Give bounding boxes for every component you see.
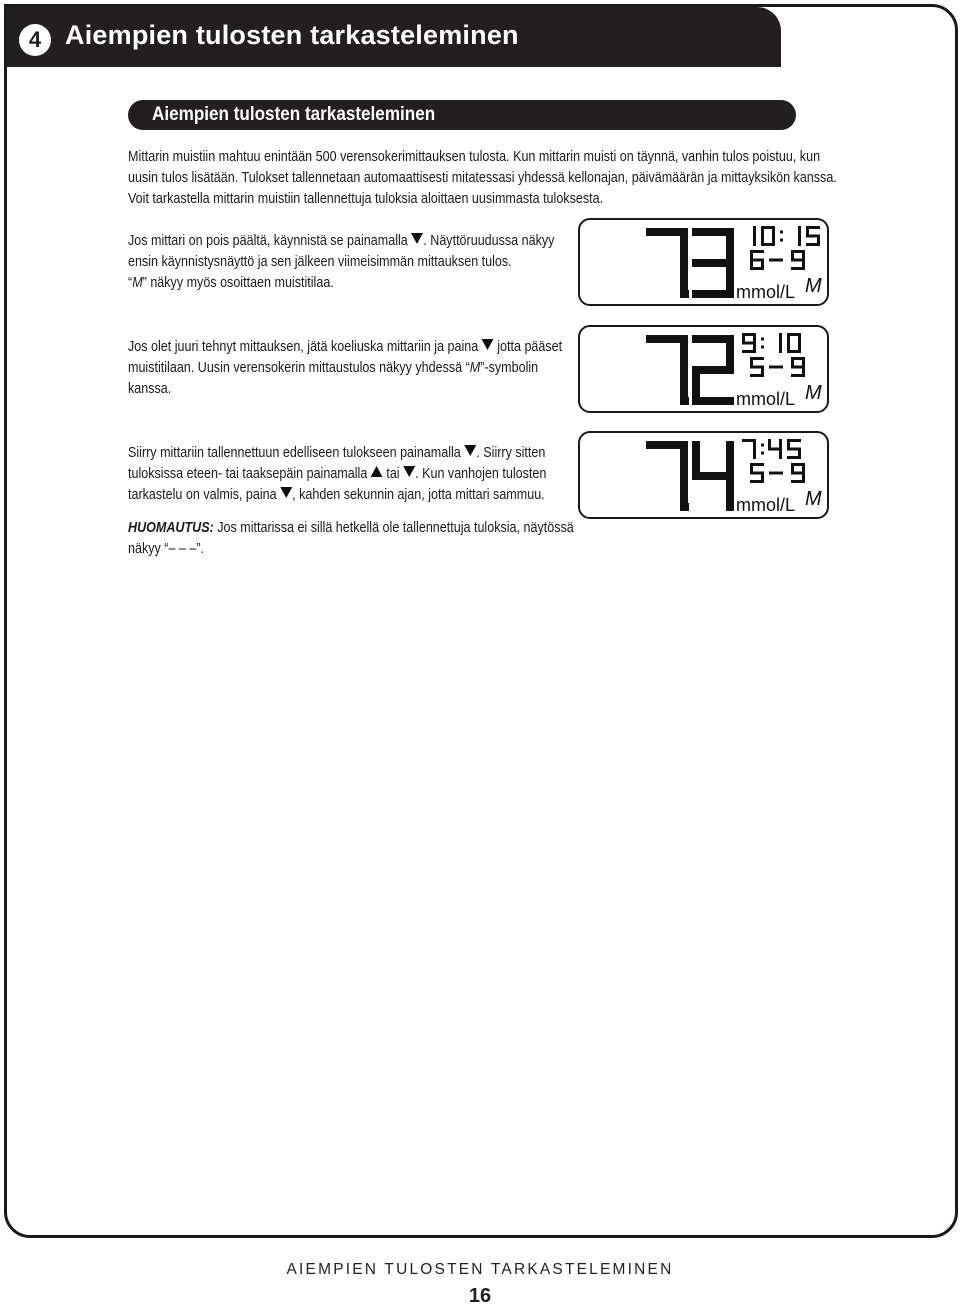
- step1-line: Jos mittari on pois päältä, käynnistä se painamalla . Näyttöruudussa näkyy: [128, 233, 555, 249]
- memory-symbol: M: [805, 488, 822, 510]
- date-digit: [750, 357, 764, 377]
- step3-line: tuloksissa eteen- tai taaksepäin painamalla tai . Kun vanhojen tulosten: [128, 466, 547, 482]
- reading-digit: [692, 228, 734, 298]
- chapter-number: 4: [19, 24, 51, 56]
- step2-paragraph: [128, 337, 562, 400]
- step2-line: muistitilaan. Uusin verensokerin mittaustulos näkyy yhdessä “M”-symbolin: [128, 360, 539, 376]
- date-digit: [791, 463, 805, 483]
- step2-line: Jos olet juuri tehnyt mittauksen, jätä koeliuska mittariin ja paina jotta pääset: [128, 339, 563, 355]
- time-digit: [768, 439, 782, 459]
- reading-decimal-point: [681, 503, 689, 511]
- intro-paragraph: [128, 147, 837, 210]
- down-triangle-icon: [280, 487, 292, 498]
- section-heading: [128, 100, 796, 130]
- down-triangle-icon: [411, 233, 423, 244]
- time-colon: [761, 444, 764, 455]
- date-digit: [791, 357, 805, 377]
- reading-digit: [646, 228, 688, 298]
- note-line: HUOMAUTUS: Jos mittarissa ei sillä hetkellä ole tallennettuja tuloksia, näytössä: [128, 520, 574, 536]
- date-digit: [750, 250, 764, 270]
- footer-title: AIEMPIEN TULOSTEN TARKASTELEMINEN: [286, 1261, 674, 1278]
- intro-line: uusin tulos lisätään. Tulokset tallennetaan automaattisesti mitatessasi yhdessä kellonajan, päivämäärän ja mittayksikön kanssa.: [128, 170, 837, 186]
- time-digit: [798, 226, 801, 246]
- reading-digit: [692, 441, 734, 511]
- step3-line: tarkastelu on valmis, paina , kahden sekunnin ajan, jotta mittari sammuu.: [128, 487, 545, 503]
- up-triangle-icon: [371, 466, 383, 477]
- lcd-screen: [580, 220, 826, 303]
- reading-digit: [692, 335, 734, 405]
- meter-display-1: [578, 218, 829, 306]
- time-digit: [806, 226, 820, 246]
- step1-paragraph: [128, 231, 554, 294]
- meter-display-3: [578, 431, 829, 519]
- time-digit: [753, 226, 756, 246]
- time-digit: [779, 333, 782, 353]
- memory-symbol: M: [805, 382, 822, 404]
- down-triangle-icon: [482, 339, 494, 350]
- step1-line: “M” näkyy myös osoittaen muistitilaa.: [128, 275, 334, 291]
- step3-paragraph: [128, 443, 546, 506]
- unit-label: mmol/L: [736, 282, 796, 302]
- time-colon: [761, 338, 764, 349]
- down-triangle-icon: [403, 466, 415, 477]
- step3-line: Siirry mittariin tallennettuun edelliseen tulokseen painamalla . Siirry sitten: [128, 445, 546, 461]
- page-number: 16: [468, 1285, 492, 1307]
- intro-line: Voit tarkastella mittarin muistiin tallennettuja tuloksia aloittaen uusimmasta tuloksesta.: [128, 191, 604, 207]
- time-digit: [787, 439, 801, 459]
- reading-decimal-point: [681, 290, 689, 298]
- reading-digit: [646, 335, 688, 405]
- time-digit: [742, 333, 756, 353]
- intro-line: Mittarin muistiin mahtuu enintään 500 verensokerimittauksen tulosta. Kun mittarin muisti on täynnä, vanhin tulos poistuu, kun: [128, 149, 821, 165]
- chapter-title: Aiempien tulosten tarkasteleminen: [65, 20, 519, 50]
- note-line: näkyy “– – –”.: [128, 541, 205, 557]
- note-label: HUOMAUTUS:: [128, 520, 214, 536]
- unit-label: mmol/L: [736, 495, 796, 515]
- meter-display-2: [578, 325, 829, 413]
- lcd-screen: [580, 327, 826, 410]
- date-digit: [791, 250, 805, 270]
- time-digit: [742, 439, 756, 459]
- chapter-header: [7, 7, 781, 67]
- lcd-screen: [580, 433, 826, 516]
- time-digit: [761, 226, 775, 246]
- date-digit: [750, 463, 764, 483]
- date-digit: [769, 472, 783, 475]
- reading-digit: [646, 441, 688, 511]
- step1-line: ensin käynnistysnäyttö ja sen jälkeen viimeisimmän mittauksen tulos.: [128, 254, 512, 270]
- date-digit: [769, 366, 783, 369]
- step2-line: kanssa.: [128, 381, 172, 397]
- down-triangle-icon: [464, 445, 476, 456]
- date-digit: [769, 259, 783, 262]
- section-title: Aiempien tulosten tarkasteleminen: [152, 104, 436, 125]
- time-digit: [787, 333, 801, 353]
- memory-symbol: M: [805, 275, 822, 297]
- unit-label: mmol/L: [736, 389, 796, 409]
- reading-decimal-point: [681, 397, 689, 405]
- note-paragraph: [128, 518, 574, 560]
- time-colon: [780, 231, 783, 242]
